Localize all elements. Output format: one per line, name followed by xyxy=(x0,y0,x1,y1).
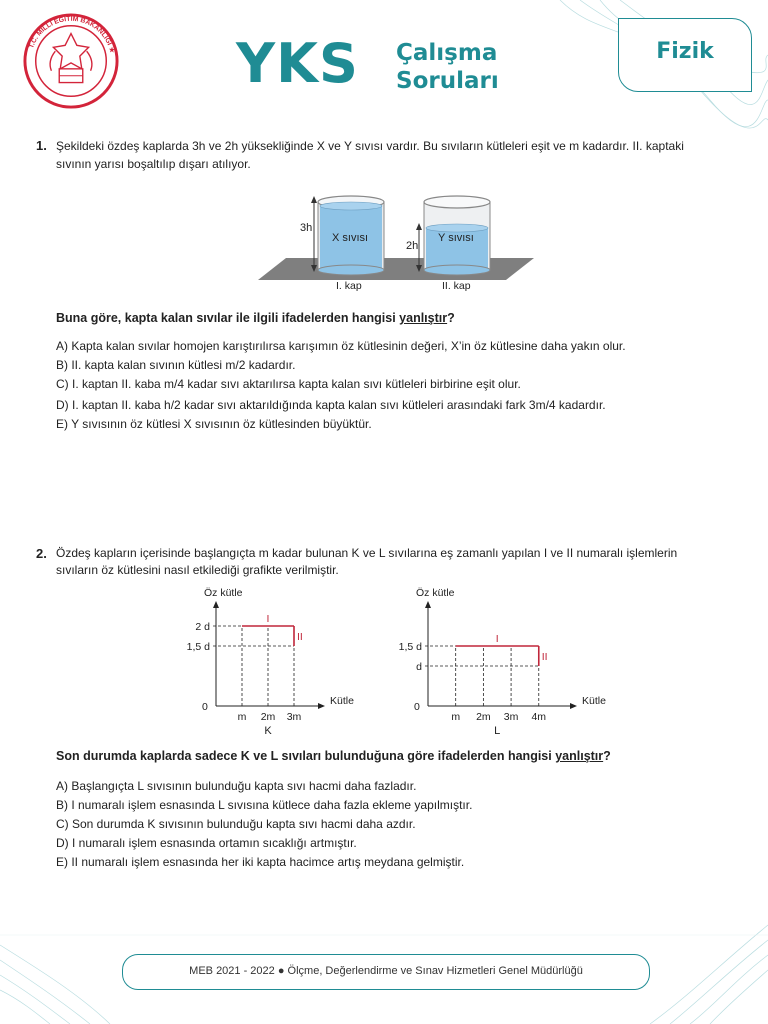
label-2h: 2h xyxy=(406,240,419,252)
ministry-seal-logo xyxy=(22,12,120,110)
header-subtitle-line2: Soruları xyxy=(396,68,499,94)
table-surface xyxy=(258,258,534,280)
q1-option-e[interactable]: E) Y sıvısının öz kütlesi X sıvısının öz kütlesinden büyüktür. xyxy=(56,417,372,431)
label-x-liquid: X sıvısı xyxy=(332,232,369,244)
x-tick-label: 2m xyxy=(476,711,491,723)
q2-option-d[interactable]: D) I numaralı işlem esnasında ortamın sıcaklığı artmıştır. xyxy=(56,836,357,850)
x-tick-label: 3m xyxy=(286,711,302,723)
x-axis-arrow xyxy=(318,703,325,709)
y-tick-label: 1,5 d xyxy=(186,641,210,653)
q2-number: 2. xyxy=(36,546,47,561)
q1-stem-line2: sıvının yarısı boşaltılıp dışarı atılıyor. xyxy=(56,157,251,171)
q1-option-b[interactable]: B) II. kapta kalan sıvının kütlesi m/2 kadardır. xyxy=(56,358,296,372)
q2-option-b[interactable]: B) I numaralı işlem esnasında L sıvısına kütlece daha fazla ekleme yapılmıştır. xyxy=(56,798,473,812)
graph-l xyxy=(390,582,610,742)
origin-label: 0 xyxy=(202,701,208,713)
q1-option-a[interactable]: A) Kapta kalan sıvılar homojen karıştırılırsa karışımın öz kütlesinin değeri, X’in öz kütlesine daha yakın olur. xyxy=(56,339,626,353)
q2-option-c[interactable]: C) Son durumda K sıvısının bulunduğu kapta sıvı hacmi daha azdır. xyxy=(56,817,416,831)
x-axis-label: Kütle xyxy=(330,695,354,707)
x-axis-arrow xyxy=(570,703,577,709)
q2-stem-line2: sıvıların öz kütlesini nasıl etkilediği grafikte verilmiştir. xyxy=(56,563,339,577)
label-container-1: I. kap xyxy=(336,280,362,292)
chart-name: L xyxy=(494,725,501,737)
y-tick-label: d xyxy=(416,661,422,673)
graph-k xyxy=(186,582,370,742)
q2-stem-line1: Özdeş kapların içerisinde başlangıçta m kadar bulunan K ve L sıvılarına eş zamanlı yapılan I ve II numaralı işlemlerin xyxy=(56,546,678,560)
q2-option-e[interactable]: E) II numaralı işlem esnasında her iki kapta hacimce artış meydana gelmiştir. xyxy=(56,855,465,869)
x-tick-label: 2m xyxy=(260,711,276,723)
y-axis-label: Öz kütle xyxy=(204,587,243,599)
y-axis-arrow xyxy=(425,601,431,608)
x-axis-label: Kütle xyxy=(582,695,606,707)
y-axis-label: Öz kütle xyxy=(416,587,455,599)
series-label-II: II xyxy=(541,651,548,663)
x-tick-label: 4m xyxy=(531,711,547,723)
origin-label: 0 xyxy=(414,701,420,713)
q1-option-c[interactable]: C) I. kaptan II. kaba m/4 kadar sıvı aktarılırsa kapta kalan sıvı kütleleri birbirine eşit olur. xyxy=(56,377,521,391)
yks-logo-text: YKS xyxy=(236,32,359,95)
q1-figure-containers xyxy=(256,186,536,298)
series-label-I: I xyxy=(495,633,499,645)
footer-text: MEB 2021 - 2022 ● Ölçme, Değerlendirme ve Sınav Hizmetleri Genel Müdürlüğü xyxy=(189,965,583,977)
label-container-2: II. kap xyxy=(442,280,471,292)
x-tick-label: m xyxy=(451,711,461,723)
series-label-II: II xyxy=(297,631,303,643)
x-tick-label: 3m xyxy=(503,711,519,723)
header-subtitle-line1: Çalışma xyxy=(396,40,498,66)
y-tick-label: 2 d xyxy=(195,621,210,633)
subject-label: Fizik xyxy=(656,39,714,64)
y-axis-arrow xyxy=(213,601,219,608)
label-y-liquid: Y sıvısı xyxy=(438,232,474,244)
chart-name: K xyxy=(264,725,272,737)
q1-number: 1. xyxy=(36,138,47,153)
q1-question: Buna göre, kapta kalan sıvılar ile ilgili ifadelerden hangisi yanlıştır? xyxy=(56,311,455,325)
q1-stem-line1: Şekildeki özdeş kaplarda 3h ve 2h yüksekliğinde X ve Y sıvısı vardır. Bu sıvıların kütleleri eşit ve m kadardır. II. kaptaki xyxy=(56,139,684,153)
label-3h: 3h xyxy=(300,222,313,234)
q2-option-a[interactable]: A) Başlangıçta L sıvısının bulunduğu kapta sıvı hacmi daha fazladır. xyxy=(56,779,417,793)
svg-text:T.C. MİLLÎ EĞİTİM BAKANLIĞI ★: T.C. MİLLÎ EĞİTİM BAKANLIĞI ★ xyxy=(28,15,116,54)
x-tick-label: m xyxy=(237,711,247,723)
q2-question: Son durumda kaplarda sadece K ve L sıvıları bulunduğuna göre ifadelerden hangisi yanlıştır? xyxy=(56,749,611,763)
y-tick-label: 1,5 d xyxy=(398,641,422,653)
series-label-I: I xyxy=(266,613,270,625)
footer-box xyxy=(122,954,650,990)
subject-badge xyxy=(618,18,752,92)
q1-option-d[interactable]: D) I. kaptan II. kaba h/2 kadar sıvı aktarıldığında kapta kalan sıvı kütleleri arasındaki fark 3m/4 kadardır. xyxy=(56,398,606,412)
